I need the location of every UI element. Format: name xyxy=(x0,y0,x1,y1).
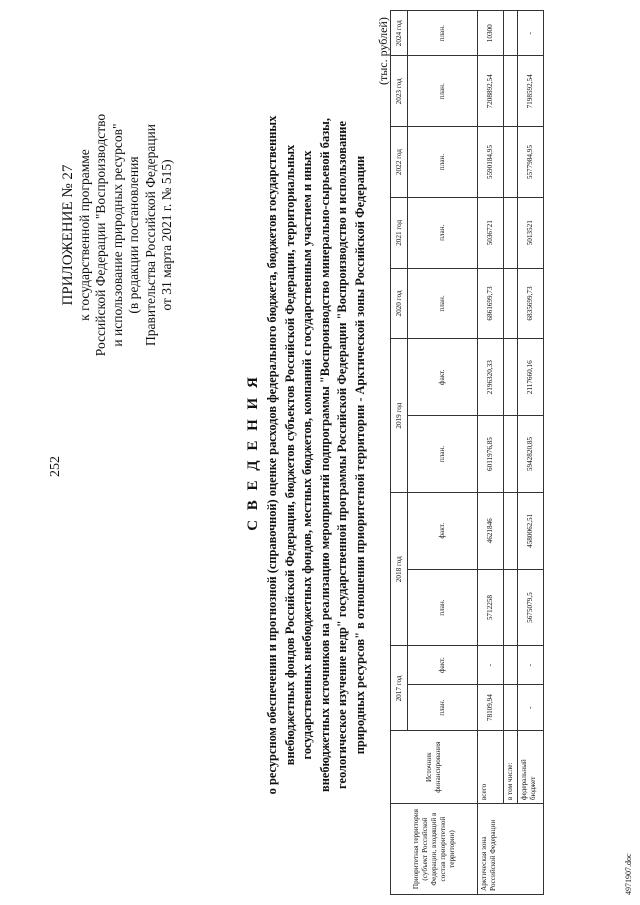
value-cell: 7198592,54 xyxy=(518,56,544,127)
value-cell xyxy=(504,492,518,569)
header-year: 2023 год xyxy=(391,56,408,127)
document-title: С В Е Д Е Н И Я xyxy=(245,374,261,531)
header-fact: факт. xyxy=(408,646,478,684)
table-row xyxy=(478,11,504,895)
value-cell xyxy=(504,197,518,268)
appendix-line: к государственной программе xyxy=(76,149,92,321)
subtitle-line: государственных внебюджетных фондов, местных бюджетов, компаний с государственным участием и иных xyxy=(300,150,315,760)
value-cell: 2117660,16 xyxy=(518,339,544,416)
document-subtitle xyxy=(264,15,370,895)
header-year: 2019 год xyxy=(391,339,408,493)
header-year: 2022 год xyxy=(391,127,408,198)
value-cell: - xyxy=(518,646,544,684)
value-cell: 5942820,85 xyxy=(518,416,544,493)
appendix-title: ПРИЛОЖЕНИЕ № 27 xyxy=(60,164,76,306)
value-cell xyxy=(504,339,518,416)
value-cell: - xyxy=(518,11,544,56)
value-cell: 5577984,95 xyxy=(518,127,544,198)
value-cell: 2196320,33 xyxy=(478,339,504,416)
value-cell: - xyxy=(478,646,504,684)
header-plan: план. xyxy=(408,56,478,127)
value-cell xyxy=(504,684,518,730)
value-cell: 6835699,73 xyxy=(518,268,544,339)
funding-table xyxy=(390,10,544,895)
value-cell: 5675079,5 xyxy=(518,569,544,646)
appendix-line: от 31 марта 2021 г. № 515) xyxy=(159,159,174,311)
appendix-line: Правительства Российской Федерации xyxy=(142,124,158,346)
header-plan: план. xyxy=(408,416,478,493)
header-plan: план. xyxy=(408,11,478,56)
header-year: 2017 год xyxy=(391,646,408,731)
value-cell: - xyxy=(518,684,544,730)
value-cell xyxy=(504,11,518,56)
subtitle-line: о ресурсном обеспечении и прогнозной (справочной) оценке расходов федерального бюджета, бюджетов государственных xyxy=(265,115,279,795)
subtitle-line: геологическое изучение недр" государственной программы Российской Федерации "Воспроизводство и использование xyxy=(335,121,350,789)
header-plan: план. xyxy=(408,197,478,268)
subtitle-line: внебюджетных фондов Российской Федерации, бюджетов субъектов Российской Федерации, территориальных xyxy=(282,144,297,766)
header-year: 2024 год xyxy=(391,11,408,56)
header-plan: план. xyxy=(408,684,478,730)
header-fact: факт. xyxy=(408,492,478,569)
value-cell: 5036721 xyxy=(478,197,504,268)
header-plan: план. xyxy=(408,268,478,339)
value-cell xyxy=(504,646,518,684)
value-cell: 4580062,51 xyxy=(518,492,544,569)
header-plan: план. xyxy=(408,127,478,198)
appendix-line: Российской Федерации "Воспроизводство xyxy=(93,113,108,357)
header-plan: план. xyxy=(408,569,478,646)
subtitle-line: внебюджетных источников на реализацию мероприятий подпрограммы "Воспроизводство минерально-сырьевой базы, xyxy=(317,118,332,792)
table-header-years xyxy=(391,11,408,895)
header-source: Источник финансирования xyxy=(391,731,478,804)
value-cell: 6861699,73 xyxy=(478,268,504,339)
value-cell: 5013521 xyxy=(518,197,544,268)
source-cell: в том числе: xyxy=(504,731,518,804)
subtitle-line: природных ресурсов" в отношении приоритетной территории - Арктической зоны Российской Федерации xyxy=(352,155,367,755)
value-cell: 78109,94 xyxy=(478,684,504,730)
appendix-line: и использование природных ресурсов" xyxy=(109,123,125,347)
value-cell: 5590184,95 xyxy=(478,127,504,198)
header-territory: Приоритетная территория (субъект Российской Федерации, входящий в состав приоритетной территории) xyxy=(391,804,478,895)
units-label: (тыс. рублей) xyxy=(376,17,390,85)
source-cell: всего xyxy=(478,731,504,804)
source-cell: федеральный бюджет xyxy=(518,731,544,804)
header-year: 2018 год xyxy=(391,492,408,646)
header-year: 2021 год xyxy=(391,197,408,268)
value-cell: 10300 xyxy=(478,11,504,56)
territory-cell: Арктическая зона Российской Федерации xyxy=(478,804,544,895)
value-cell xyxy=(504,416,518,493)
header-fact: факт. xyxy=(408,339,478,416)
value-cell: 7208892,54 xyxy=(478,56,504,127)
value-cell: 6011976,85 xyxy=(478,416,504,493)
document-id: 4971907.doc xyxy=(624,853,633,895)
value-cell: 5712258 xyxy=(478,569,504,646)
value-cell: 4621846 xyxy=(478,492,504,569)
appendix-line: (в редакции постановления xyxy=(126,156,141,314)
value-cell xyxy=(504,127,518,198)
table-row xyxy=(504,11,518,895)
value-cell xyxy=(504,569,518,646)
header-year: 2020 год xyxy=(391,268,408,339)
appendix-block xyxy=(60,20,176,450)
page-number: 252 xyxy=(48,456,63,477)
value-cell xyxy=(504,268,518,339)
table-row xyxy=(518,11,544,895)
value-cell xyxy=(504,56,518,127)
